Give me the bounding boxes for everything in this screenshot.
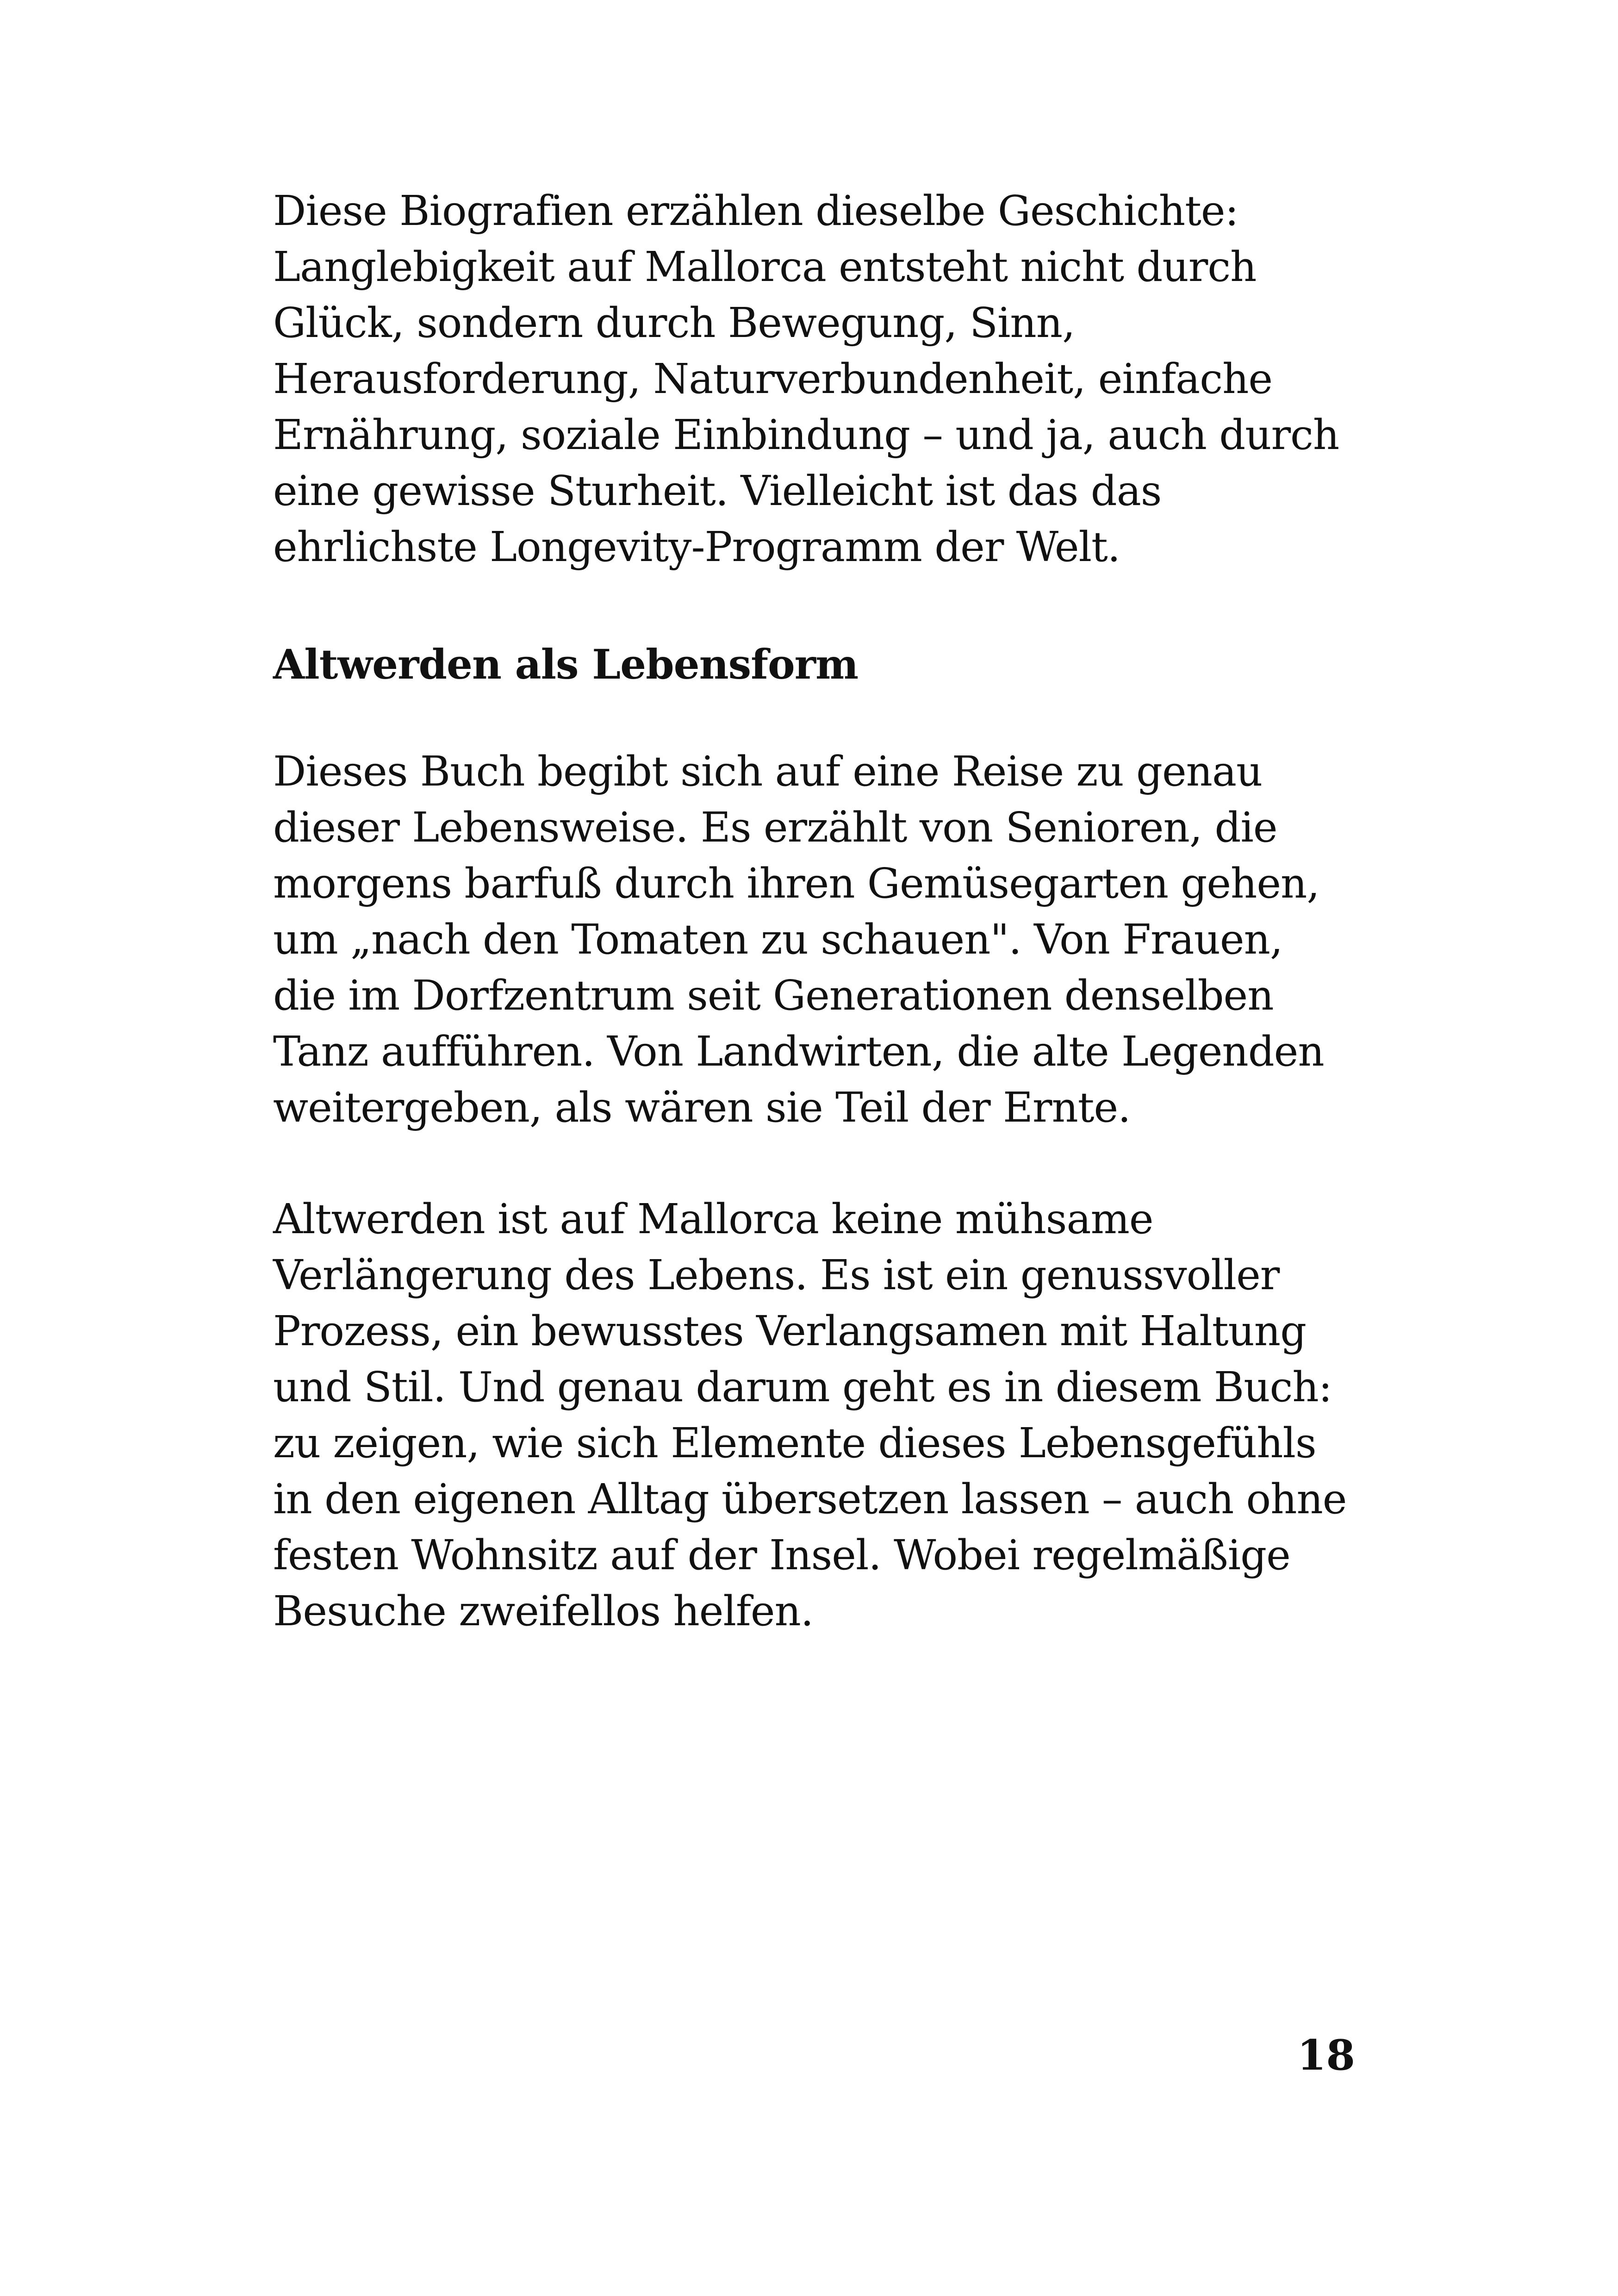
text-line: Ernährung, soziale Einbindung – und ja, auch durch: [273, 411, 1339, 459]
text-line: in den eigenen Alltag übersetzen lassen – auch ohne: [273, 1475, 1347, 1523]
text-line: weitergeben, als wären sie Teil der Ernte.: [273, 1083, 1131, 1131]
page-number: 18: [1297, 2031, 1355, 2080]
body-paragraph: [273, 743, 1361, 1136]
text-line: ehrlichste Longevity-Programm der Welt.: [273, 523, 1120, 571]
text-line: Besuche zweifellos helfen.: [273, 1587, 814, 1635]
text-line: Prozess, ein bewusstes Verlangsamen mit Haltung: [273, 1307, 1307, 1355]
text-line: dieser Lebensweise. Es erzählt von Senioren, die: [273, 803, 1277, 851]
text-line: festen Wohnsitz auf der Insel. Wobei regelmäßige: [273, 1531, 1290, 1579]
text-line: Altwerden ist auf Mallorca keine mühsame: [273, 1195, 1153, 1243]
text-line: um „nach den Tomaten zu schauen". Von Frauen,: [273, 915, 1283, 963]
text-line: Dieses Buch begibt sich auf eine Reise zu genau: [273, 747, 1263, 795]
text-line: Diese Biografien erzählen dieselbe Geschichte:: [273, 187, 1238, 235]
body-paragraph: [273, 1191, 1361, 1639]
body-paragraph: [273, 183, 1361, 575]
text-line: morgens barfuß durch ihren Gemüsegarten gehen,: [273, 859, 1319, 907]
text-line: Tanz aufführen. Von Landwirten, die alte Legenden: [273, 1027, 1324, 1075]
text-line: und Stil. Und genau darum geht es in diesem Buch:: [273, 1363, 1332, 1411]
text-line: Langlebigkeit auf Mallorca entsteht nicht durch: [273, 243, 1257, 291]
text-line: zu zeigen, wie sich Elemente dieses Lebensgefühls: [273, 1419, 1316, 1467]
text-line: die im Dorfzentrum seit Generationen denselben: [273, 971, 1274, 1019]
text-line: Herausforderung, Naturverbundenheit, einfache: [273, 355, 1273, 403]
text-line: eine gewisse Sturheit. Vielleicht ist das das: [273, 467, 1162, 515]
text-line: Verlängerung des Lebens. Es ist ein genussvoller: [273, 1251, 1280, 1299]
text-line: Glück, sondern durch Bewegung, Sinn,: [273, 299, 1075, 347]
section-heading: Altwerden als Lebensform: [273, 640, 859, 688]
